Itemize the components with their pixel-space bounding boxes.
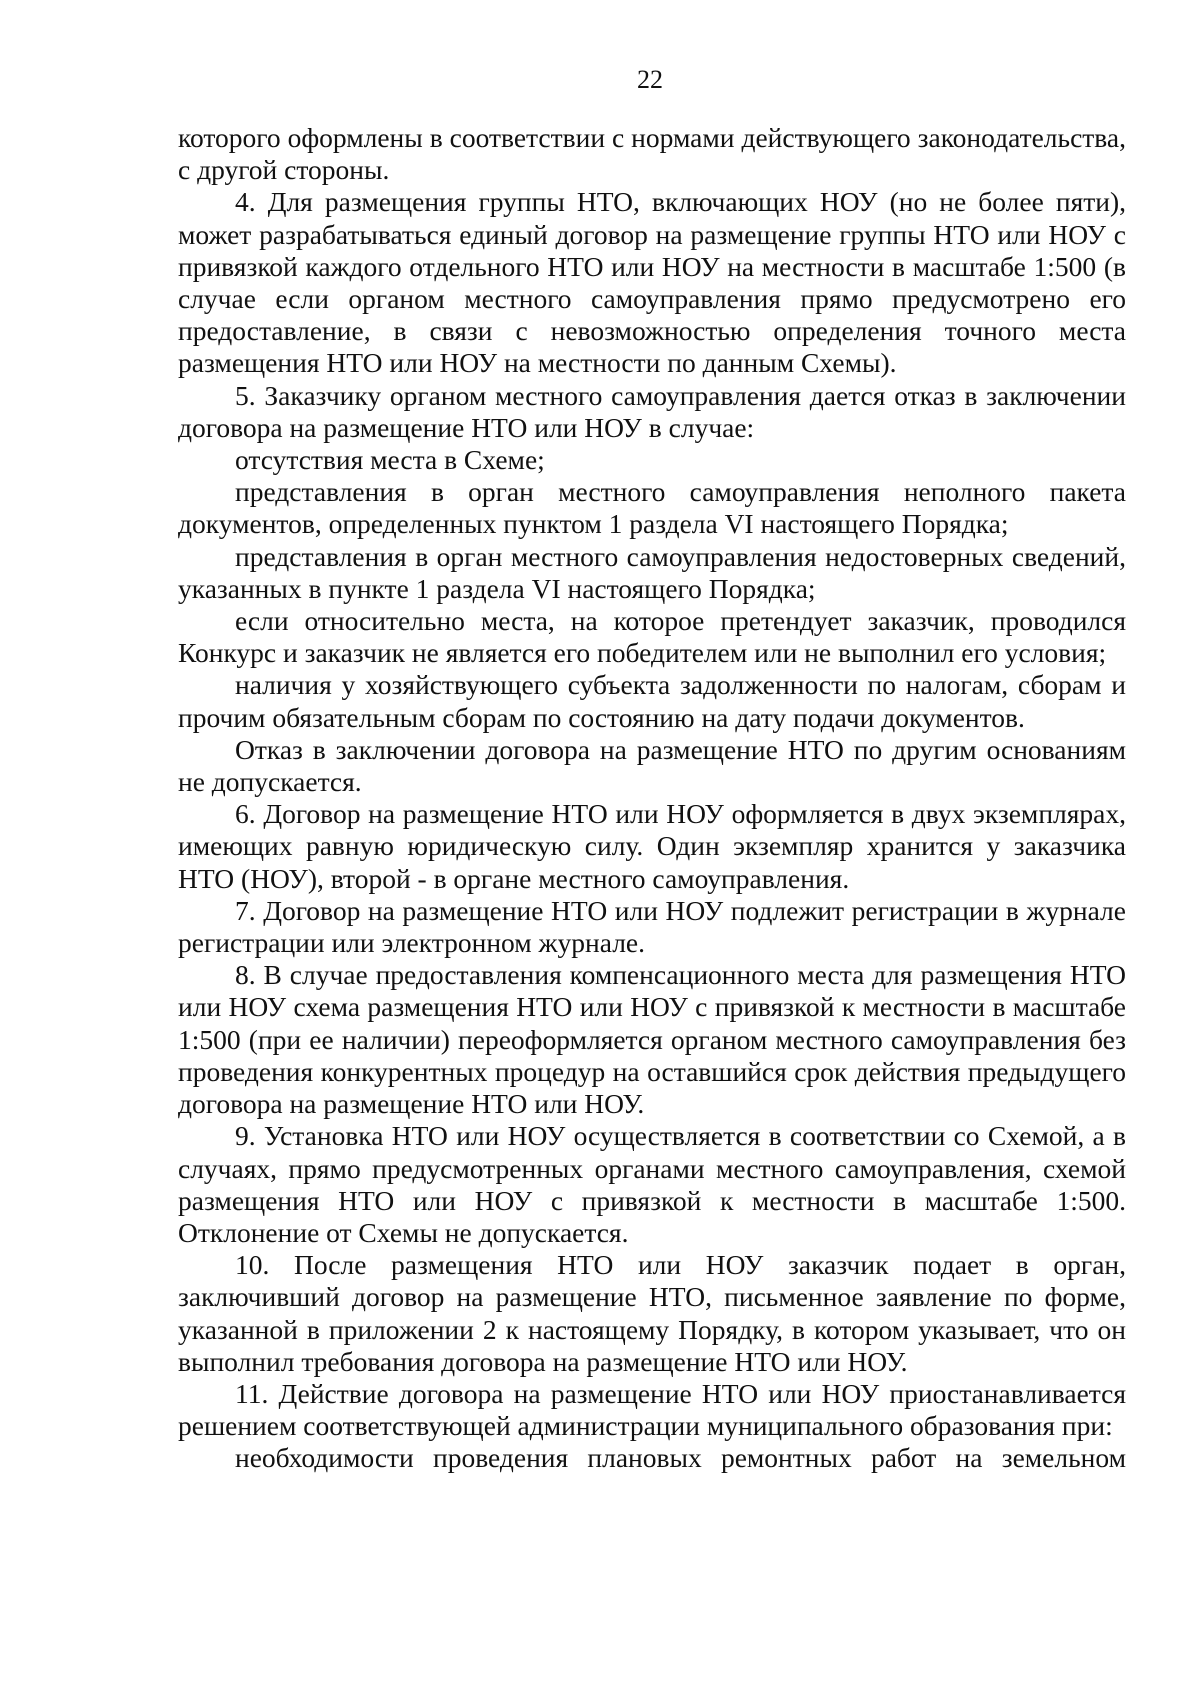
paragraph: 5. Заказчику органом местного самоуправления дается отказ в заключении договора на размещение НТО или НОУ в случае: — [178, 379, 1126, 443]
paragraph: представления в орган местного самоуправления недостоверных сведений, указанных в пункте 1 раздела VI настоящего Порядка; — [178, 540, 1126, 604]
paragraph: 8. В случае предоставления компенсационного места для размещения НТО или НОУ схема размещения НТО или НОУ с привязкой к местности в масштабе 1:500 (при ее наличии) переоформляется органом местного самоуправления без проведения конкурентных процедур на оставшийся срок действия предыдущего договора на размещение НТО или НОУ. — [178, 959, 1126, 1120]
paragraph: 4. Для размещения группы НТО, включающих НОУ (но не более пяти), может разрабатываться единый договор на размещение группы НТО или НОУ с привязкой каждого отдельного НТО или НОУ на местности в масштабе 1:500 (в случае если органом местного самоуправления прямо предусмотрено его предоставление, в связи с невозможностью определения точного места размещения НТО или НОУ на местности по данным Схемы). — [178, 186, 1126, 379]
paragraph: представления в орган местного самоуправления неполного пакета документов, определенных пунктом 1 раздела VI настоящего Порядка; — [178, 476, 1126, 540]
document-body — [178, 122, 1126, 1475]
paragraph: 10. После размещения НТО или НОУ заказчик подает в орган, заключивший договор на размещение НТО, письменное заявление по форме, указанной в приложении 2 к настоящему Порядку, в котором указывает, что он выполнил требования договора на размещение НТО или НОУ. — [178, 1249, 1126, 1377]
paragraph: которого оформлены в соответствии с нормами действующего законодательства, с другой стороны. — [178, 122, 1126, 186]
paragraph: Отказ в заключении договора на размещение НТО по другим основаниям не допускается. — [178, 733, 1126, 798]
paragraph: 6. Договор на размещение НТО или НОУ оформляется в двух экземплярах, имеющих равную юридическую силу. Один экземпляр хранится у заказчика НТО (НОУ), второй - в органе местного самоуправления. — [178, 798, 1126, 894]
paragraph: наличия у хозяйствующего субъекта задолженности по налогам, сборам и прочим обязательным сборам по состоянию на дату подачи документов. — [178, 669, 1126, 733]
paragraph: если относительно места, на которое претендует заказчик, проводился Конкурс и заказчик не является его победителем или не выполнил его условия; — [178, 605, 1126, 669]
paragraph: 11. Действие договора на размещение НТО или НОУ приостанавливается решением соответствующей администрации муниципального образования при: — [178, 1377, 1126, 1442]
paragraph: необходимости проведения плановых ремонтных работ на земельном — [235, 1442, 1126, 1474]
paragraph: отсутствия места в Схеме; — [235, 444, 545, 476]
paragraph: 9. Установка НТО или НОУ осуществляется в соответствии со Схемой, а в случаях, прямо предусмотренных органами местного самоуправления, схемой размещения НТО или НОУ с привязкой к местности в масштабе 1:500. Отклонение от Схемы не допускается. — [178, 1120, 1126, 1248]
page-number: 22 — [637, 65, 663, 94]
paragraph: 7. Договор на размещение НТО или НОУ подлежит регистрации в журнале регистрации или электронном журнале. — [178, 894, 1126, 959]
